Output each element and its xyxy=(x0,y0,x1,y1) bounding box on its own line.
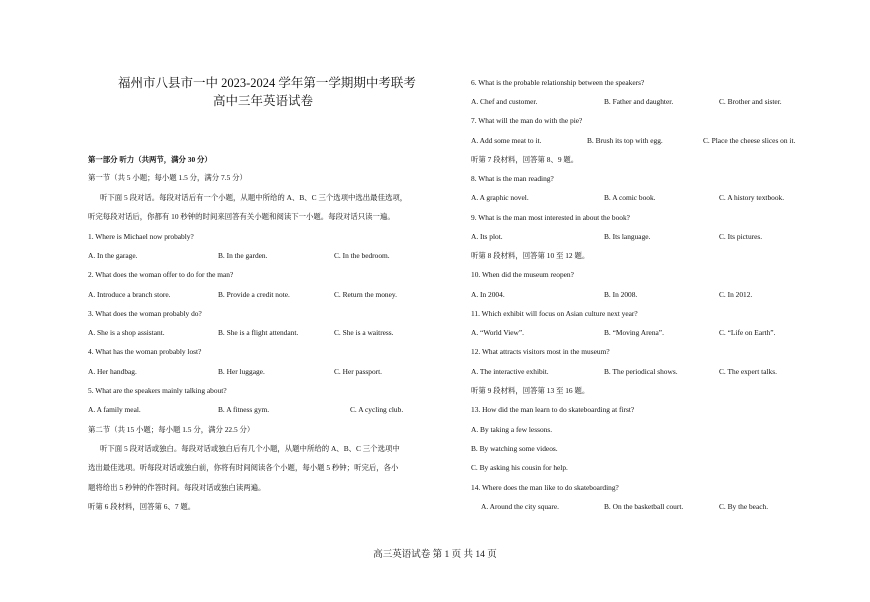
option-c: C. Place the cheese slices on it. xyxy=(703,136,796,145)
question-5: 5. What are the speakers mainly talking about? xyxy=(88,386,227,395)
question-8: 8. What is the man reading? xyxy=(471,174,554,183)
question-9: 9. What is the man most interested in about the book? xyxy=(471,213,630,222)
option-a: A. Its plot. xyxy=(471,232,503,241)
material-note: 听第 8 段材料，回答第 10 至 12 题。 xyxy=(471,251,590,260)
question-7: 7. What will the man do with the pie? xyxy=(471,116,583,125)
question-4: 4. What has the woman probably lost? xyxy=(88,347,202,356)
option-a: A. The interactive exhibit. xyxy=(471,367,549,376)
option-c: C. A history textbook. xyxy=(719,193,785,202)
option-b: B. Her luggage. xyxy=(218,367,265,376)
option-a: A. In the garage. xyxy=(88,251,138,260)
exam-title: 福州市八县市一中 2023-2024 学年第一学期期中考联考 xyxy=(118,76,416,90)
option-b: B. She is a flight attendant. xyxy=(218,328,299,337)
option-c: C. “Life on Earth”. xyxy=(719,328,776,337)
option-a: A. Add some meat to it. xyxy=(471,136,542,145)
option-a: A. A graphic novel. xyxy=(471,193,529,202)
option-a: A. Her handbag. xyxy=(88,367,137,376)
option-a: A. In 2004. xyxy=(471,290,505,299)
option-b: B. Its language. xyxy=(604,232,651,241)
option-b: B. “Moving Arena”. xyxy=(604,328,664,337)
material-note: 听第 6 段材料，回答第 6、7 题。 xyxy=(88,502,196,511)
option-a: A. Introduce a branch store. xyxy=(88,290,171,299)
question-10: 10. When did the museum reopen? xyxy=(471,270,574,279)
option-a: A. By taking a few lessons. xyxy=(471,425,553,434)
part1-heading: 第一部分 听力（共两节，满分 30 分） xyxy=(88,155,212,164)
question-1: 1. Where is Michael now probably? xyxy=(88,232,194,241)
option-a: A. She is a shop assistant. xyxy=(88,328,165,337)
option-c: C. A cycling club. xyxy=(350,405,404,414)
question-3: 3. What does the woman probably do? xyxy=(88,309,202,318)
material-note: 听第 9 段材料，回答第 13 至 16 题。 xyxy=(471,386,590,395)
option-c: C. By the beach. xyxy=(719,502,769,511)
option-b: B. Brush its top with egg. xyxy=(587,136,663,145)
option-c: C. Its pictures. xyxy=(719,232,763,241)
section1-instruction: 听下面 5 段对话。每段对话后有一个小题，从题中所给的 A、B、C 三个选项中选出最佳选项， xyxy=(100,193,408,202)
option-a: A. “World View”. xyxy=(471,328,525,337)
option-b: B. Provide a credit note. xyxy=(218,290,290,299)
option-b: B. A comic book. xyxy=(604,193,656,202)
option-c: C. The expert talks. xyxy=(719,367,777,376)
option-b: B. By watching some videos. xyxy=(471,444,558,453)
option-c: C. In 2012. xyxy=(719,290,753,299)
option-c: C. By asking his cousin for help. xyxy=(471,463,568,472)
section1-instruction: 听完每段对话后，你都有 10 秒钟的时间来回答有关小题和阅读下一小题。每段对话只读一遍。 xyxy=(88,212,395,221)
section1-heading: 第一节（共 5 小题；每小题 1.5 分，满分 7.5 分） xyxy=(88,173,247,182)
option-b: B. Father and daughter. xyxy=(604,97,674,106)
section2-instruction: 听下面 5 段对话或独白。每段对话或独白后有几个小题，从题中所给的 A、B、C 三个选项中 xyxy=(100,444,400,453)
option-c: C. Her passport. xyxy=(334,367,383,376)
page-footer: 高三英语试卷 第 1 页 共 14 页 xyxy=(373,550,497,560)
section2-instruction: 题将给出 5 秒钟的作答时间。每段对话或独白读两遍。 xyxy=(88,483,266,492)
question-12: 12. What attracts visitors most in the museum? xyxy=(471,347,610,356)
option-b: B. A fitness gym. xyxy=(218,405,270,414)
option-b: B. The periodical shows. xyxy=(604,367,678,376)
material-note: 听第 7 段材料，回答第 8、9 题。 xyxy=(471,155,579,164)
option-c: C. Return the money. xyxy=(334,290,397,299)
question-2: 2. What does the woman offer to do for the man? xyxy=(88,270,234,279)
option-b: B. In 2008. xyxy=(604,290,638,299)
question-11: 11. Which exhibit will focus on Asian culture next year? xyxy=(471,309,638,318)
option-b: B. On the basketball court. xyxy=(604,502,684,511)
section2-heading: 第二节（共 15 小题；每小题 1.5 分，满分 22.5 分） xyxy=(88,425,255,434)
option-a: A. Around the city square. xyxy=(481,502,559,511)
question-14: 14. Where does the man like to do skateboarding? xyxy=(471,483,619,492)
question-13: 13. How did the man learn to do skateboarding at first? xyxy=(471,405,635,414)
option-a: A. A family meal. xyxy=(88,405,141,414)
option-b: B. In the garden. xyxy=(218,251,268,260)
question-6: 6. What is the probable relationship between the speakers? xyxy=(471,78,645,87)
option-a: A. Chef and customer. xyxy=(471,97,538,106)
option-c: C. Brother and sister. xyxy=(719,97,782,106)
exam-subtitle: 高中三年英语试卷 xyxy=(213,94,314,108)
section2-instruction: 选出最佳选项。听每段对话或独白前，你将有时间阅读各个小题，每小题 5 秒钟；听完后，各小 xyxy=(88,463,399,472)
option-c: C. She is a waitress. xyxy=(334,328,394,337)
option-c: C. In the bedroom. xyxy=(334,251,390,260)
